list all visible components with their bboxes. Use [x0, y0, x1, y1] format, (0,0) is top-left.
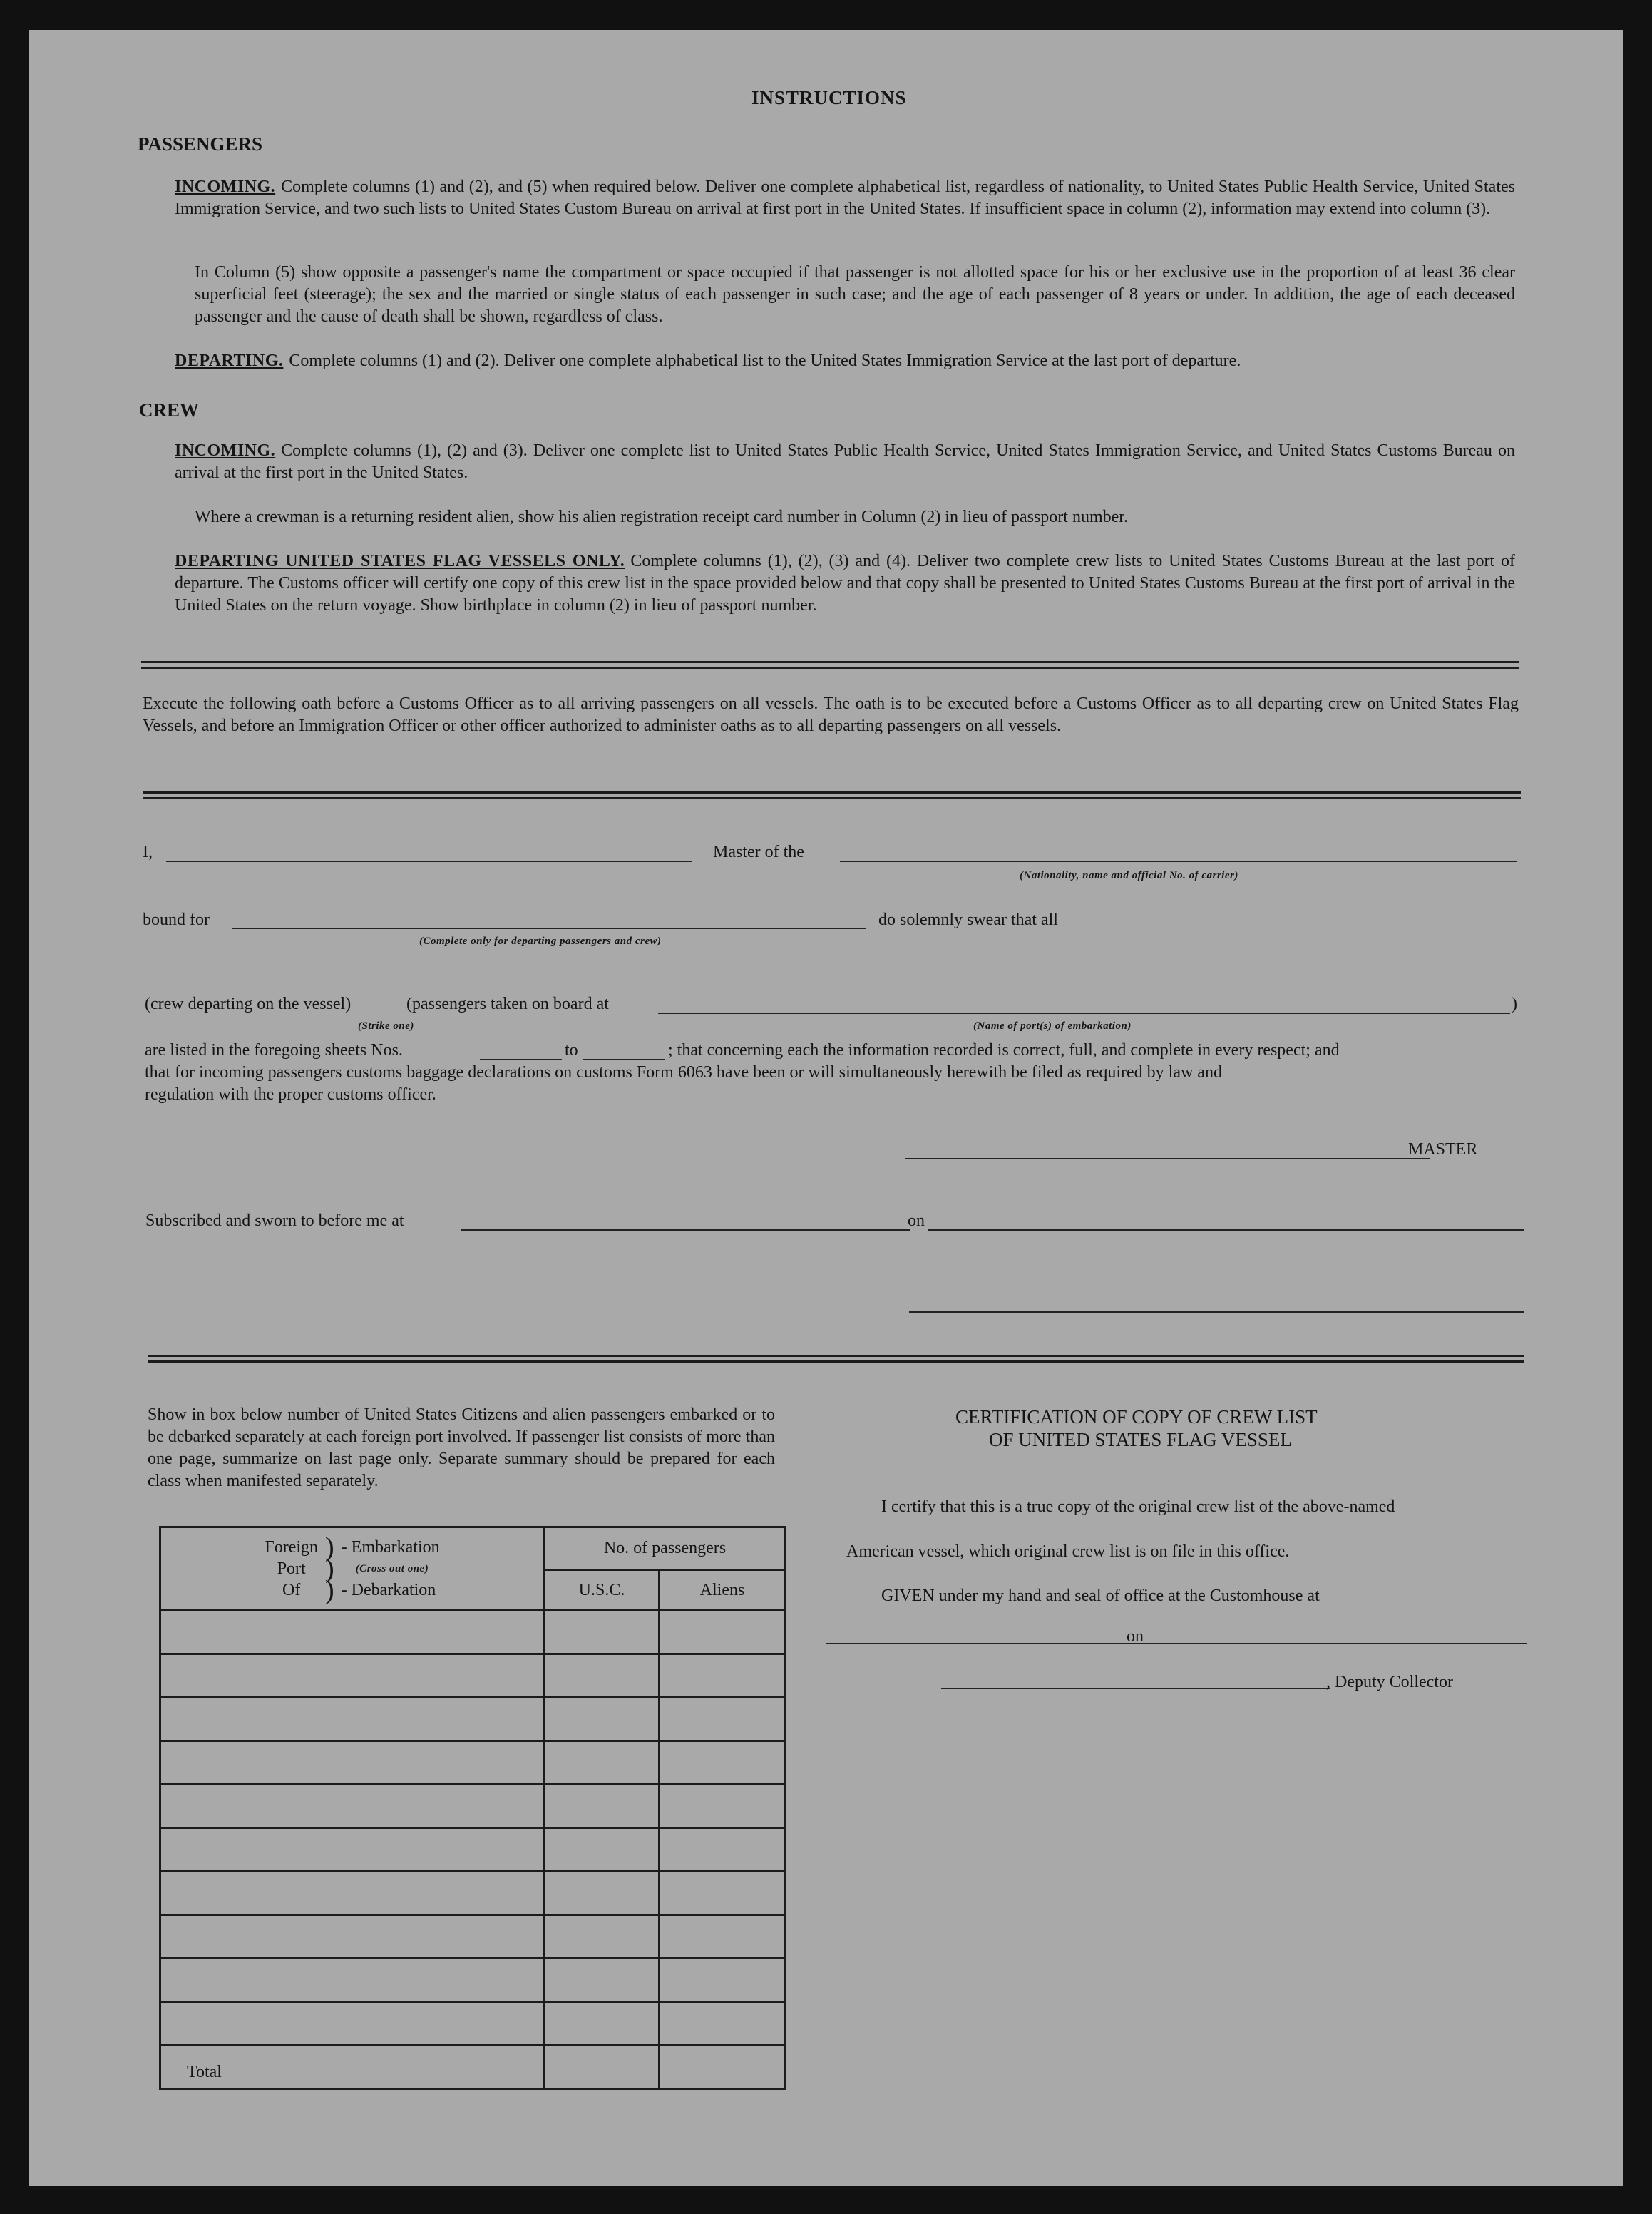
port-label: Port	[277, 1559, 306, 1578]
cert-on-label: on	[1127, 1627, 1144, 1646]
table-row	[160, 1654, 786, 1698]
master-signature-field[interactable]	[905, 1158, 1430, 1159]
port-cell[interactable]	[160, 1611, 545, 1654]
strike-one-hint: (Strike one)	[358, 1020, 414, 1032]
aliens-cell[interactable]	[660, 1959, 786, 2002]
usc-cell[interactable]	[545, 1959, 660, 2002]
cert-date-field[interactable]	[1146, 1643, 1527, 1644]
port-cell[interactable]	[160, 1785, 545, 1828]
usc-cell[interactable]	[545, 1915, 660, 1959]
crew-departing-option[interactable]: (crew departing on the vessel)	[145, 995, 352, 1013]
usc-cell[interactable]	[545, 1611, 660, 1654]
usc-cell[interactable]	[545, 2002, 660, 2046]
foreign-port-header	[160, 1527, 545, 1611]
crew-departing-instructions	[175, 550, 1515, 617]
usc-cell[interactable]	[545, 1872, 660, 1915]
brace-glyph: ) ) )	[325, 1532, 334, 1605]
aliens-header: Aliens	[660, 1570, 786, 1611]
passengers-heading: PASSENGERS	[138, 133, 263, 155]
given-text: GIVEN under my hand and seal of office at the Customhouse at	[881, 1587, 1320, 1605]
to-label: to	[565, 1041, 578, 1060]
aliens-cell[interactable]	[660, 1741, 786, 1785]
no-of-passengers-header: No. of passengers	[545, 1527, 786, 1570]
listed-suffix: ; that concerning each the information recorded is correct, full, and complete in every respect; and	[668, 1041, 1340, 1060]
aliens-total-cell[interactable]	[660, 2046, 786, 2089]
crew-incoming-label: INCOMING.	[175, 441, 276, 460]
passenger-summary-table	[159, 1526, 786, 2090]
certify-line2: American vessel, which original crew list is on file in this office.	[846, 1542, 1290, 1561]
passengers-departing-instructions	[175, 350, 1515, 372]
deputy-collector-signature-field[interactable]	[941, 1688, 1330, 1689]
sheets-to-field[interactable]	[583, 1059, 665, 1060]
table-row	[160, 1872, 786, 1915]
bound-for-field[interactable]	[232, 928, 866, 929]
aliens-cell[interactable]	[660, 1785, 786, 1828]
debarkation-option[interactable]: - Debarkation	[341, 1581, 436, 1599]
usc-cell[interactable]	[545, 1828, 660, 1872]
table-row	[160, 2002, 786, 2046]
total-row	[160, 2046, 786, 2089]
customhouse-field[interactable]	[826, 1643, 1161, 1644]
table-row	[160, 1698, 786, 1741]
listed-prefix: are listed in the foregoing sheets Nos.	[145, 1041, 403, 1060]
bound-for-label: bound for	[143, 911, 210, 929]
sheets-from-field[interactable]	[480, 1059, 562, 1060]
listed-line-2: that for incoming passengers customs baggage declarations on customs Form 6063 have been or will simultaneously herewith be filed as required by law and	[145, 1063, 1222, 1082]
master-label: MASTER	[1408, 1140, 1478, 1159]
port-cell[interactable]	[160, 1959, 545, 2002]
table-row	[160, 1959, 786, 2002]
close-paren: )	[1512, 995, 1517, 1013]
officer-signature-field[interactable]	[909, 1311, 1524, 1313]
sworn-date-field[interactable]	[928, 1229, 1524, 1231]
aliens-cell[interactable]	[660, 1915, 786, 1959]
summary-instructions: Show in box below number of United States Citizens and alien passengers embarked or to be debarked separately at each foreign port involved. If passenger list consists of more than one page, summarize on last page only. Separate summary should be prepared for each class when manifested separately.	[148, 1405, 775, 1490]
usc-cell[interactable]	[545, 1785, 660, 1828]
port-cell[interactable]	[160, 1828, 545, 1872]
passengers-incoming-instructions	[175, 176, 1515, 220]
port-cell[interactable]	[160, 1872, 545, 1915]
embarkation-ports-field[interactable]	[658, 1013, 1510, 1014]
master-name-field[interactable]	[166, 861, 692, 862]
section-divider	[148, 1355, 1524, 1363]
subscribed-label: Subscribed and sworn to before me at	[145, 1211, 404, 1230]
page-title: INSTRUCTIONS	[751, 87, 907, 108]
usc-cell[interactable]	[545, 1741, 660, 1785]
certification-title-line2: OF UNITED STATES FLAG VESSEL	[989, 1429, 1292, 1450]
certification-title-line1: CERTIFICATION OF COPY OF CREW LIST	[955, 1406, 1318, 1428]
bound-for-hint: (Complete only for departing passengers and crew)	[419, 936, 662, 947]
carrier-field[interactable]	[840, 861, 1517, 862]
total-label: Total	[160, 2046, 545, 2089]
certify-line1: I certify that this is a true copy of the original crew list of the above-named	[881, 1497, 1395, 1516]
ports-hint: (Name of port(s) of embarkation)	[973, 1020, 1132, 1032]
deputy-collector-label: , Deputy Collector	[1326, 1673, 1453, 1691]
oath-instructions: Execute the following oath before a Customs Officer as to all arriving passengers on all vessels. The oath is to be executed before a Customs Officer as to all departing crew on United States Flag Vessels, and before an Immigration Officer or other officer authorized to administer oaths as to all departing passengers on all vessels.	[143, 695, 1519, 735]
of-label: Of	[282, 1581, 301, 1599]
aliens-cell[interactable]	[660, 1654, 786, 1698]
passengers-departing-label: DEPARTING.	[175, 352, 284, 370]
column5-instructions: In Column (5) show opposite a passenger's name the compartment or space occupied if that passenger is not allotted space for his or her exclusive use in the proportion of at least 36 clear superficial feet (steerage); the sex and the married or single status of each passenger in such case; and the age of each passenger of 8 years or under. In addition, the age of each deceased passenger and the cause of death shall be shown, regardless of class.	[195, 263, 1515, 326]
foreign-label: Foreign	[265, 1538, 319, 1557]
sworn-at-field[interactable]	[461, 1229, 910, 1231]
passengers-taken-option[interactable]: (passengers taken on board at	[406, 995, 609, 1013]
port-cell[interactable]	[160, 1741, 545, 1785]
table-row	[160, 1828, 786, 1872]
aliens-cell[interactable]	[660, 2002, 786, 2046]
aliens-cell[interactable]	[660, 1698, 786, 1741]
aliens-cell[interactable]	[660, 1611, 786, 1654]
crew-departing-label: DEPARTING UNITED STATES FLAG VESSELS ONLY.	[175, 552, 625, 570]
table-row	[160, 1741, 786, 1785]
carrier-hint: (Nationality, name and official No. of carrier)	[1020, 870, 1238, 881]
crew-departing-text: Complete columns (1), (2), (3) and (4). Deliver two complete crew lists to United States Customs Bureau at the last port of departure. The Customs officer will certify one copy of this crew list in the space provided below and that copy shall be presented to United States Customs Bureau at the first port of arrival in the United States on the return voyage. Show birthplace in column (2) in lieu of passport number.	[175, 552, 1515, 615]
crew-incoming-instructions	[175, 440, 1515, 484]
crew-resident-alien-instructions: Where a crewman is a returning resident alien, show his alien registration receipt card number in Column (2) in lieu of passport number.	[195, 508, 1128, 526]
table-row	[160, 1611, 786, 1654]
usc-header: U.S.C.	[545, 1570, 660, 1611]
aliens-cell[interactable]	[660, 1872, 786, 1915]
cross-out-hint: (Cross out one)	[355, 1563, 429, 1574]
passengers-departing-text: Complete columns (1) and (2). Deliver one complete alphabetical list to the United States Immigration Service at the last port of departure.	[289, 352, 1241, 370]
port-cell[interactable]	[160, 2002, 545, 2046]
usc-total-cell[interactable]	[545, 2046, 660, 2089]
port-cell[interactable]	[160, 1915, 545, 1959]
section-divider	[141, 661, 1519, 669]
oath-i-label: I,	[143, 843, 153, 861]
port-cell[interactable]	[160, 1654, 545, 1698]
table-row	[160, 1785, 786, 1828]
master-of-label: Master of the	[713, 843, 804, 861]
listed-line-3: regulation with the proper customs officer.	[145, 1085, 436, 1104]
swear-text: do solemnly swear that all	[878, 911, 1058, 929]
crew-incoming-text: Complete columns (1), (2) and (3). Deliver one complete list to United States Public Health Service, United States Immigration Service, and United States Customs Bureau on arrival at the first port in the United States.	[175, 441, 1515, 482]
table-row	[160, 1915, 786, 1959]
embarkation-option[interactable]: - Embarkation	[341, 1538, 440, 1557]
crew-heading: CREW	[139, 399, 200, 421]
usc-cell[interactable]	[545, 1698, 660, 1741]
usc-cell[interactable]	[545, 1654, 660, 1698]
port-cell[interactable]	[160, 1698, 545, 1741]
aliens-cell[interactable]	[660, 1828, 786, 1872]
form-sheet	[29, 30, 1623, 2186]
section-divider	[143, 791, 1521, 799]
sworn-on-label: on	[908, 1211, 925, 1230]
passengers-incoming-text: Complete columns (1) and (2), and (5) when required below. Deliver one complete alphabetical list, regardless of nationality, to United States Public Health Service, United States Immigration Service, and two such lists to United States Custom Bureau on arrival at first port in the United States. If insufficient space in column (2), information may extend into column (3).	[175, 178, 1515, 218]
passengers-incoming-label: INCOMING.	[175, 178, 276, 196]
